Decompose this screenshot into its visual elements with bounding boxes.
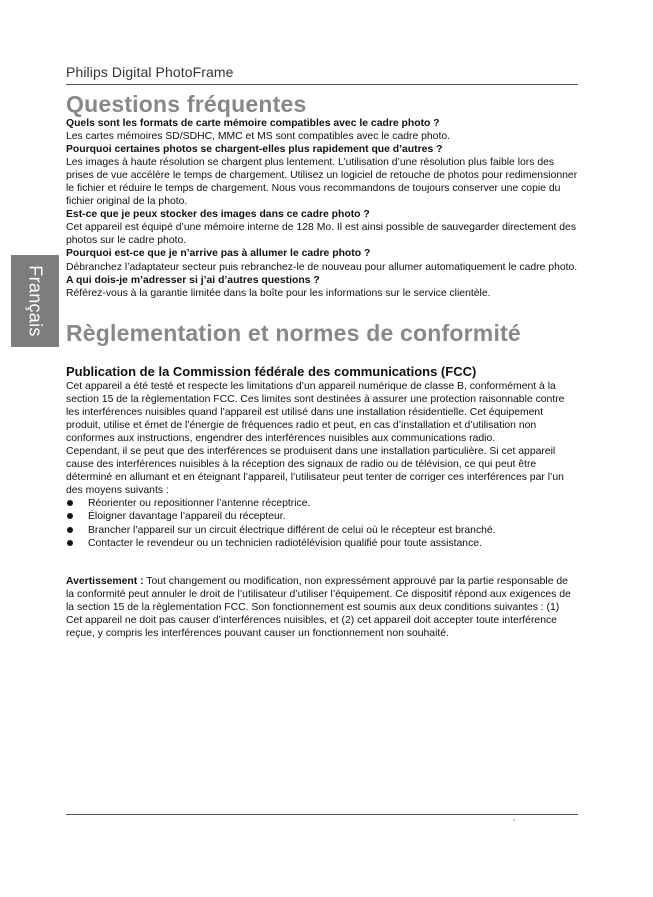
document-header: Philips Digital PhotoFrame	[66, 64, 234, 80]
language-tab-label: Français	[25, 265, 46, 337]
list-item	[66, 524, 578, 537]
list-item	[66, 510, 578, 523]
faq-heading: Questions fréquentes	[66, 91, 307, 117]
faq-answer: Les images à haute résolution se chargent plus lentement. L’utilisation d’une résolution plus faible lors des prises de vue accélère le temps de chargement. Utilisez un logiciel de retouche de photos pour redimensionner le fichier et réduire le temps de chargement. Nous vous recommandons de toujours conserver une copie du fichier original de la photo.	[66, 157, 578, 208]
faq-question: Pourquoi certaines photos se chargent-elles plus rapidement que d’autres ?	[66, 144, 443, 156]
faq-list	[66, 117, 578, 300]
faq-question: Pourquoi est-ce que je n’arrive pas à allumer le cadre photo ?	[66, 248, 371, 260]
fcc-section	[66, 380, 578, 550]
list-item-text: Réorienter ou repositionner l’antenne réceptrice.	[88, 498, 311, 510]
warning-text: Tout changement ou modification, non expressément approuvé par la partie responsable de la conformité peut annuler le droit de l’utilisateur d’utiliser l’équipement. Ce dispositif répond aux exigences de la section 15 de la règlementation FCC. Son fonctionnement est soumis aux deux conditions suivantes : (1) Cet appareil ne doit pas causer d’interférences nuisibles, et (2) cet appareil doit accepter toute interférence reçue, y compris les interférences pouvant causer un fonctionnement non souhaité.	[66, 576, 571, 640]
bullet-icon	[67, 527, 73, 533]
fcc-paragraph: Cet appareil a été testé et respecte les limitations d’un appareil numérique de classe B, conformément à la section 15 de la règlementation FCC. Ces limites sont destinées à assurer une protection raisonnable contre les interférences nuisibles quand l’appareil est utilisé dans une installation résidentielle. Cet équipement produit, utilise et émet de l’énergie de fréquences radio et peut, en cas d’installation et d’utilisation non conformes aux instructions, engendrer des interférences nuisibles aux communications radio.	[66, 381, 565, 445]
faq-answer: Les cartes mémoires SD/SDHC, MMC et MS sont compatibles avec le cadre photo.	[66, 131, 451, 143]
footer-divider	[66, 814, 578, 815]
faq-question: A qui dois-je m’adresser si j’ai d’autres questions ?	[66, 274, 320, 286]
page-mark: ‘	[513, 818, 515, 827]
regulation-heading: Règlementation et normes de conformité	[66, 320, 521, 346]
faq-answer: Débranchez l’adaptateur secteur puis rebranchez-le de nouveau pour allumer automatiquement le cadre photo.	[66, 261, 578, 273]
list-item	[66, 497, 578, 510]
fcc-heading: Publication de la Commission fédérale des communications (FCC)	[66, 364, 477, 379]
warning-label: Avertissement :	[66, 576, 144, 587]
faq-question: Quels sont les formats de carte mémoire compatibles avec le cadre photo ?	[66, 118, 440, 129]
faq-question: Est-ce que je peux stocker des images dans ce cadre photo ?	[66, 209, 370, 221]
language-tab	[11, 255, 59, 347]
faq-answer: Référez-vous à la garantie limitée dans la boîte pour les informations sur le service clientèle.	[66, 287, 491, 299]
bullet-icon	[67, 500, 73, 506]
warning-section	[66, 575, 578, 640]
list-item	[66, 537, 578, 550]
header-divider	[66, 84, 578, 85]
list-item-text: Brancher l’appareil sur un circuit électrique différent de celui où le récepteur est branché.	[88, 524, 496, 536]
bullet-icon	[67, 513, 73, 519]
bullet-icon	[67, 540, 73, 546]
list-item-text: Éloigner davantage l’appareil du récepteur.	[88, 511, 286, 523]
list-item-text: Contacter le revendeur ou un technicien radiotélévision qualifié pour toute assistance.	[88, 537, 482, 549]
faq-answer: Cet appareil est équipé d’une mémoire interne de 128 Mo. Il est ainsi possible de sauvegarder directement des photos sur le cadre photo.	[66, 222, 577, 247]
warning-paragraph	[66, 575, 578, 640]
fcc-paragraph: Cependant, il se peut que des interférences se produisent dans une installation particulière. Si cet appareil cause des interférences nuisibles à la réception des signaux de radio ou de télévision, ce qui peut être déterminé en allumant et en éteignant l’appareil, l’utilisateur peut tenter de corriger ces interférences par l’un des moyens suivants :	[66, 446, 564, 497]
measures-list	[66, 497, 578, 549]
